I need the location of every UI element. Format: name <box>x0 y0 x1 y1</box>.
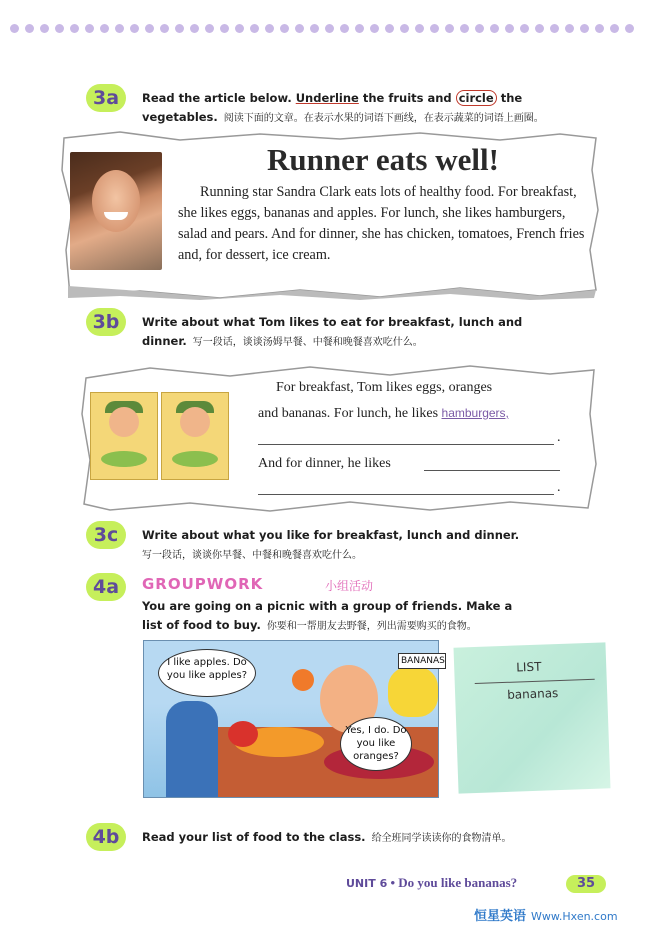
instruction-4b: Read your list of food to the class. 给全班同学读读你的食物清单。 <box>142 830 512 844</box>
groupwork-heading: GROUPWORK <box>142 575 264 593</box>
essay-line-2: and bananas. For lunch, he likes hamburgers, <box>258 406 509 421</box>
handwritten-answer: hamburgers, <box>441 406 509 420</box>
tom-breakfast-picture <box>90 392 158 480</box>
tom-lunch-picture <box>161 392 229 480</box>
article-title: Runner eats well! <box>267 142 499 177</box>
badge-3c: 3c <box>86 521 126 549</box>
badge-4b: 4b <box>86 823 126 851</box>
essay-period-2: . <box>557 480 561 495</box>
page-number: 35 <box>566 875 606 893</box>
sandra-clark-photo <box>70 152 162 270</box>
shopping-list-note <box>453 642 610 793</box>
groupwork-heading-cn: 小组活动 <box>325 579 374 593</box>
underline-word: Underline <box>295 91 359 105</box>
page-footer: UNIT 6 • Do you like bananas? <box>346 875 518 890</box>
answer-line <box>258 444 554 445</box>
top-dotted-border <box>10 24 640 36</box>
watermark: 恒星英语 Www.Hxen.com <box>474 909 618 924</box>
answer-line <box>424 470 560 471</box>
bananas-sign: BANANAS <box>398 653 446 669</box>
speech-bubble-boy: Yes, I do. Do you like oranges? <box>340 717 412 771</box>
list-item: bananas <box>506 686 559 702</box>
essay-line-3: And for dinner, he likes <box>258 456 391 471</box>
list-heading: LIST <box>515 659 542 675</box>
instruction-4a: You are going on a picnic with a group of friends. Make a list of food to buy. 你要和一帮朋友去野餐，列出需要购买的食物。 <box>142 599 513 632</box>
badge-4a: 4a <box>86 573 126 601</box>
speech-bubble-girl: I like apples. Do you like apples? <box>158 649 256 697</box>
badge-3a: 3a <box>86 84 126 112</box>
instruction-3c: Write about what you like for breakfast, lunch and dinner. 写一段话，谈谈你早餐、中餐和晚餐喜欢吃什么。 <box>142 528 520 561</box>
circle-word: circle <box>456 90 497 106</box>
instruction-3a: Read the article below. Underline the fruits and circle the vegetables. 阅读下面的文章。在表示水果的词语下画线，在表示蔬菜的词语上画圈。 <box>142 91 544 124</box>
essay-period-1: . <box>557 430 561 445</box>
answer-line <box>258 494 554 495</box>
badge-3b: 3b <box>86 308 126 336</box>
fruit-market-comic <box>143 640 445 798</box>
essay-line-1: For breakfast, Tom likes eggs, oranges <box>276 380 493 395</box>
instruction-3b: Write about what Tom likes to eat for breakfast, lunch and dinner. 写一段话，谈谈汤姆早餐、中餐和晚餐喜欢吃什么。 <box>142 315 523 348</box>
article-body: Running star Sandra Clark eats lots of healthy food. For breakfast, she likes eggs, bananas and apples. For lunch, she likes hamburgers, salad and pears. And for dinner, she has chicken, tomatoes, French fries and, for dessert, ice cream. <box>178 184 585 263</box>
